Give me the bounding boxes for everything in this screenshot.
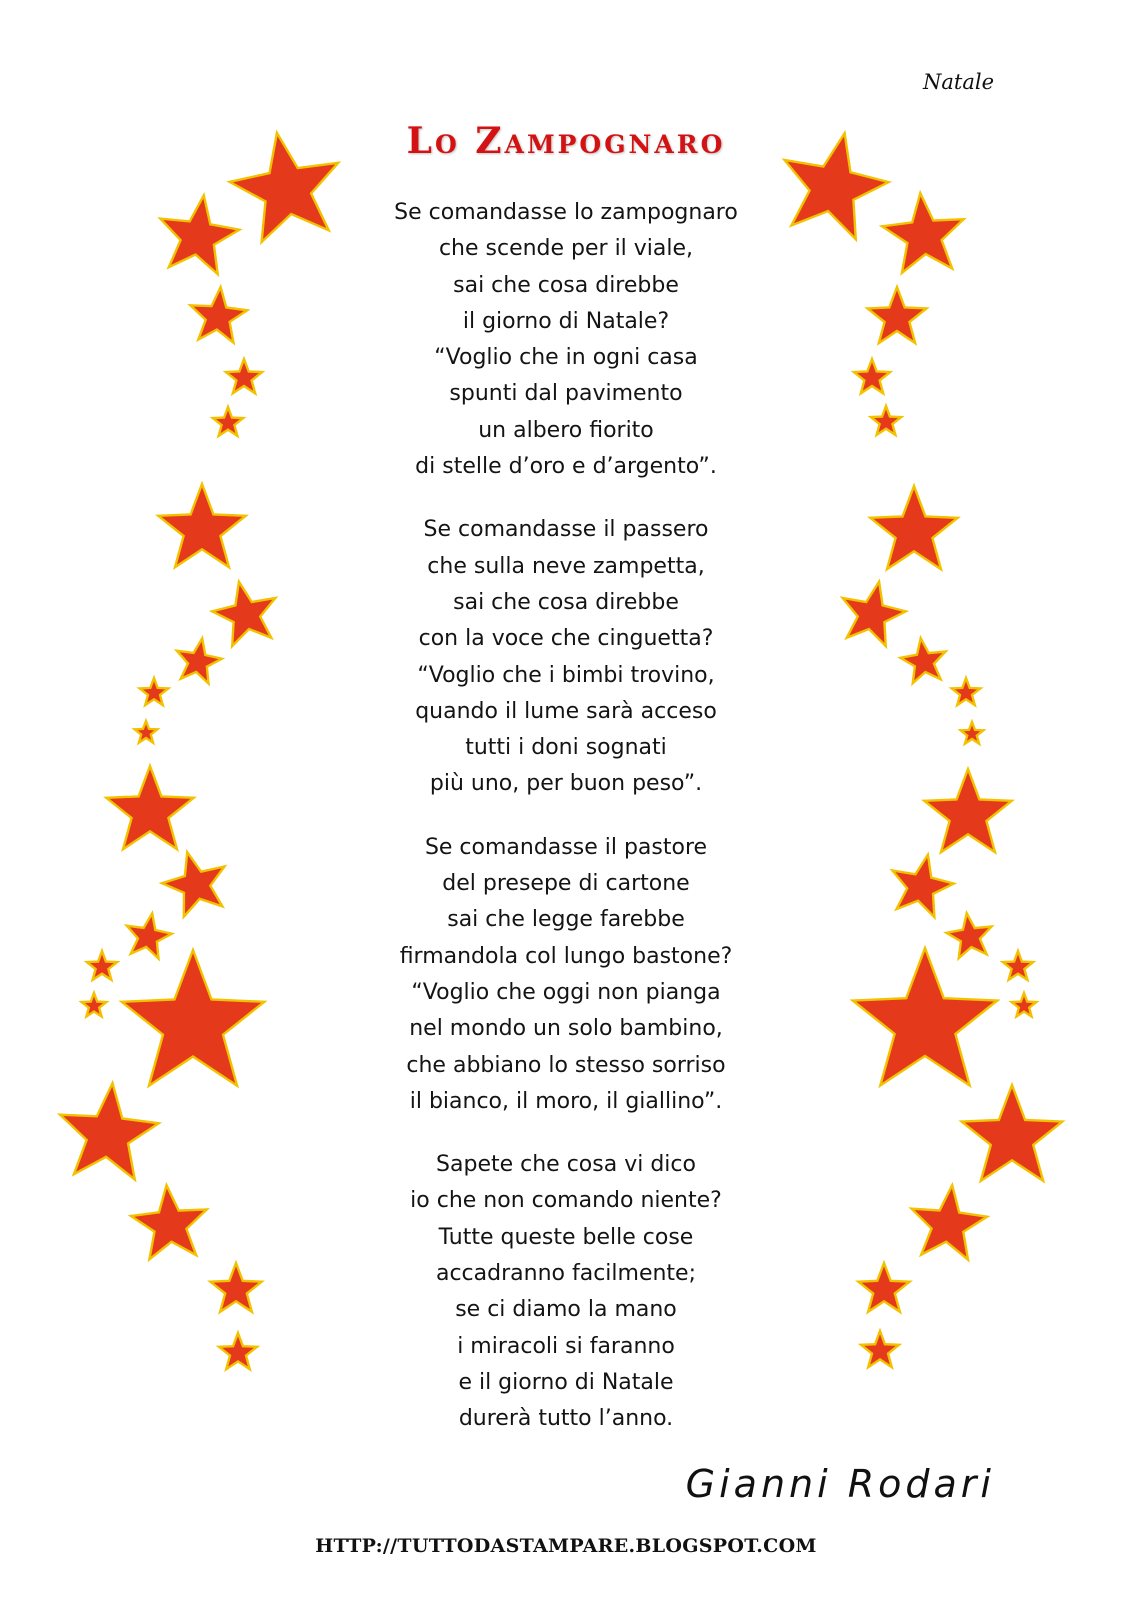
- star-icon: [127, 913, 172, 958]
- poem-line: “Voglio che in ogni casa: [434, 345, 698, 371]
- poem-line: firmandola col lungo bastone?: [399, 943, 733, 969]
- poem-line: Se comandasse lo zampognaro: [394, 200, 738, 225]
- star-icon: [106, 766, 193, 849]
- star-icon: [87, 951, 117, 980]
- star-icon: [1003, 951, 1033, 980]
- poem-title: Lo Zampognaro: [406, 120, 726, 162]
- star-icon: [122, 950, 265, 1086]
- poem-line: più uno, per buon peso”.: [429, 771, 703, 797]
- poem-line: “Voglio che oggi non pianga: [411, 979, 721, 1005]
- poem-line: sai che legge farebbe: [447, 907, 685, 933]
- poem-line: un albero fiorito: [478, 417, 654, 443]
- star-icon: [210, 1263, 261, 1312]
- star-icon: [190, 287, 247, 343]
- star-icon: [212, 582, 275, 646]
- star-icon: [785, 133, 889, 239]
- star-icon: [870, 486, 957, 569]
- star-icon: [861, 1331, 899, 1367]
- star-icon: [854, 359, 890, 393]
- star-icon: [131, 1185, 207, 1259]
- poem-line: con la voce che cinguetta?: [418, 626, 714, 652]
- star-icon: [219, 1333, 257, 1369]
- poem-line: che scende per il viale,: [438, 236, 694, 262]
- star-icon: [843, 582, 906, 646]
- category-label: Natale: [923, 70, 994, 94]
- site-url: HTTP://TUTTODASTAMPARE.BLOGSPOT.COM: [315, 1535, 817, 1557]
- poem-line: tutti i doni sognati: [465, 735, 667, 761]
- poem-line: Se comandasse il pastore: [424, 834, 708, 860]
- poem-line: di stelle d’oro e d’argento”.: [415, 454, 717, 480]
- star-icon: [871, 406, 901, 435]
- star-icon: [882, 193, 964, 273]
- poem-line: il giorno di Natale?: [462, 308, 670, 334]
- star-icon: [868, 287, 927, 343]
- star-icon: [160, 195, 239, 274]
- star-icon: [1012, 993, 1037, 1017]
- poem-line: accadranno facilmente;: [435, 1261, 696, 1287]
- star-icon: [962, 1085, 1063, 1181]
- poem-line: io che non comando niente?: [410, 1188, 722, 1214]
- poem-line: del presepe di cartone: [442, 871, 690, 897]
- star-icon: [158, 484, 245, 567]
- star-icon: [60, 1083, 159, 1179]
- poem-line: che abbiano lo stesso sorriso: [406, 1052, 726, 1078]
- poem-line: Tutte queste belle cose: [438, 1224, 694, 1250]
- star-icon: [213, 407, 243, 436]
- star-icon: [900, 638, 945, 683]
- star-icon: [177, 638, 222, 683]
- poem-line: Sapete che cosa vi dico: [436, 1152, 696, 1178]
- poem-line: i miracoli si faranno: [457, 1333, 675, 1359]
- poem-line: durerà tutto l’anno.: [458, 1406, 674, 1432]
- poem-line: sai che cosa direbbe: [453, 272, 679, 298]
- author-signature: Gianni Rodari: [685, 1462, 995, 1506]
- poem-line: spunti dal pavimento: [449, 381, 683, 407]
- star-icon: [892, 855, 953, 917]
- star-icon: [952, 678, 981, 705]
- poem-line: il bianco, il moro, il giallino”.: [409, 1088, 723, 1114]
- star-icon: [226, 359, 262, 393]
- poem-line: se ci diamo la mano: [455, 1297, 677, 1323]
- poem-line: che sulla neve zampetta,: [427, 553, 705, 579]
- poem-line: sai che cosa direbbe: [453, 589, 679, 615]
- star-icon: [946, 913, 991, 958]
- star-icon: [82, 993, 107, 1017]
- star-icon: [924, 769, 1011, 852]
- poem-line: Se comandasse il passero: [423, 517, 709, 543]
- star-icon: [162, 852, 225, 917]
- star-icon: [230, 133, 339, 242]
- poem-line: quando il lume sarà acceso: [415, 698, 717, 724]
- star-icon: [853, 948, 998, 1086]
- poem-line: “Voglio che i bimbi trovino,: [417, 662, 715, 688]
- star-icon: [140, 678, 169, 705]
- star-icon: [858, 1263, 909, 1312]
- star-icon: [135, 721, 158, 743]
- poem-line: e il giorno di Natale: [458, 1369, 674, 1395]
- star-icon: [961, 722, 984, 744]
- poem-line: nel mondo un solo bambino,: [409, 1016, 723, 1042]
- star-icon: [912, 1185, 988, 1259]
